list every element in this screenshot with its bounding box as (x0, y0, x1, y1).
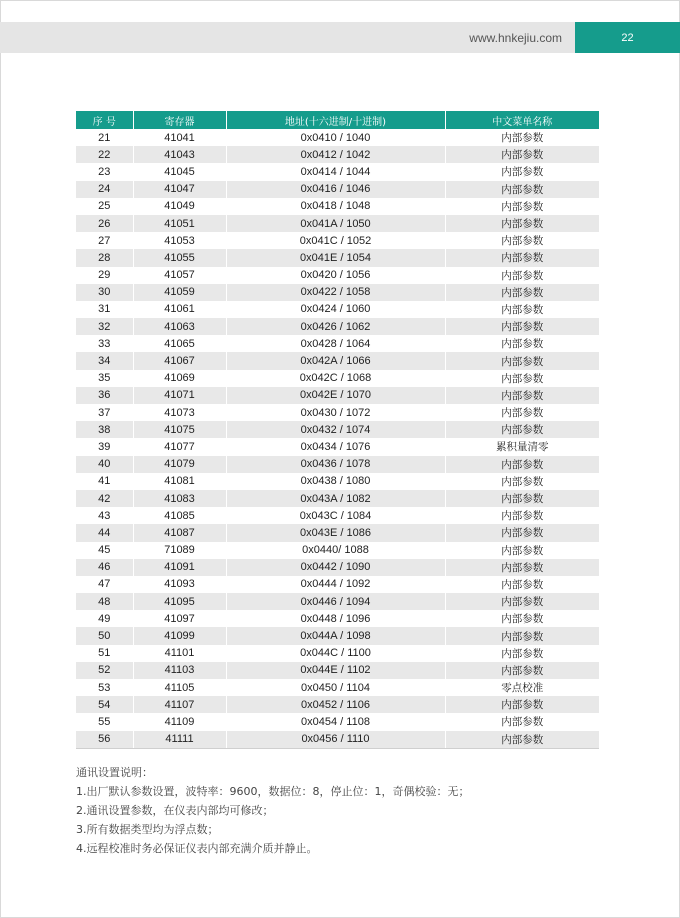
table-row (76, 163, 599, 180)
cell-menu-name: 内部参数 (501, 166, 544, 179)
cell-register: 41105 (133, 679, 226, 696)
cell-menu-name: 内部参数 (501, 475, 544, 488)
cell-menu-name: 内部参数 (445, 387, 599, 404)
cell-menu-name: 内部参数 (501, 372, 544, 385)
cell-menu-name: 内部参数 (445, 627, 599, 644)
table-row (76, 713, 599, 730)
cell-register: 41057 (133, 267, 226, 284)
cell-address: 0x044C / 1100 (226, 645, 445, 662)
communication-notes (76, 763, 636, 858)
cell-index: 55 (76, 713, 133, 730)
cell-register: 41043 (133, 146, 226, 163)
table-row (76, 456, 599, 473)
table-row (76, 559, 599, 576)
cell-index: 33 (76, 335, 133, 352)
table-row (76, 662, 599, 679)
cell-index: 34 (76, 352, 133, 369)
cell-index: 35 (76, 370, 133, 387)
cell-menu-name: 内部参数 (445, 731, 599, 749)
cell-register: 41085 (133, 507, 226, 524)
cell-index: 51 (76, 645, 133, 662)
cell-menu-name: 内部参数 (501, 407, 544, 420)
cell-menu-name: 内部参数 (445, 593, 599, 610)
table-row (76, 731, 599, 749)
cell-register: 41075 (133, 421, 226, 438)
cell-menu-name: 内部参数 (501, 303, 544, 316)
cell-menu-name: 内部参数 (501, 510, 544, 523)
cell-register: 41069 (133, 370, 226, 387)
cell-register: 41061 (133, 301, 226, 318)
cell-menu-name: 内部参数 (445, 559, 599, 576)
cell-index: 49 (76, 610, 133, 627)
cell-menu-name: 内部参数 (501, 647, 544, 660)
cell-menu-name: 零点校准 (501, 682, 544, 695)
register-table (76, 111, 599, 749)
table-row (76, 542, 599, 559)
cell-register: 41077 (133, 438, 226, 455)
cell-register: 41107 (133, 696, 226, 713)
cell-address: 0x041E / 1054 (226, 249, 445, 266)
cell-menu-name: 内部参数 (445, 456, 599, 473)
cell-address: 0x0420 / 1056 (226, 267, 445, 284)
table-row (76, 352, 599, 369)
cell-address: 0x0452 / 1106 (226, 696, 445, 713)
cell-index: 39 (76, 438, 133, 455)
cell-register: 41087 (133, 524, 226, 541)
table-row (76, 181, 599, 198)
cell-address: 0x043A / 1082 (226, 490, 445, 507)
cell-menu-name: 内部参数 (445, 352, 599, 369)
cell-register: 41109 (133, 713, 226, 730)
header-address: 地址(十六进制/十进制) (226, 111, 445, 129)
table-row (76, 301, 599, 318)
table-row (76, 284, 599, 301)
cell-register: 41073 (133, 404, 226, 421)
cell-register: 41081 (133, 473, 226, 490)
table-row (76, 421, 599, 438)
cell-menu-name: 内部参数 (445, 146, 599, 163)
cell-address: 0x0414 / 1044 (226, 163, 445, 180)
cell-register: 71089 (133, 542, 226, 559)
table-row (76, 576, 599, 593)
cell-index: 21 (76, 129, 133, 146)
cell-index: 48 (76, 593, 133, 610)
cell-index: 42 (76, 490, 133, 507)
cell-address: 0x042A / 1066 (226, 352, 445, 369)
table-row (76, 593, 599, 610)
note-item: 3.所有数据类型均为浮点数； (76, 823, 219, 836)
cell-address: 0x0416 / 1046 (226, 181, 445, 198)
cell-register: 41103 (133, 662, 226, 679)
cell-register: 41067 (133, 352, 226, 369)
cell-index: 45 (76, 542, 133, 559)
cell-address: 0x0450 / 1104 (226, 679, 445, 696)
cell-address: 0x044A / 1098 (226, 627, 445, 644)
cell-address: 0x0442 / 1090 (226, 559, 445, 576)
table-row (76, 249, 599, 266)
table-row (76, 507, 599, 524)
cell-menu-name: 内部参数 (445, 215, 599, 232)
cell-register: 41047 (133, 181, 226, 198)
header-menu-name: 中文菜单名称 (445, 111, 599, 129)
table-row (76, 679, 599, 696)
cell-register: 41065 (133, 335, 226, 352)
cell-index: 26 (76, 215, 133, 232)
cell-menu-name: 内部参数 (501, 132, 544, 145)
cell-address: 0x0434 / 1076 (226, 438, 445, 455)
cell-index: 29 (76, 267, 133, 284)
cell-register: 41079 (133, 456, 226, 473)
table-row (76, 524, 599, 541)
table-row (76, 627, 599, 644)
header-register: 寄存器 (133, 111, 226, 129)
cell-index: 46 (76, 559, 133, 576)
cell-index: 31 (76, 301, 133, 318)
cell-address: 0x0446 / 1094 (226, 593, 445, 610)
cell-register: 41093 (133, 576, 226, 593)
cell-address: 0x0432 / 1074 (226, 421, 445, 438)
table-row (76, 335, 599, 352)
cell-menu-name: 内部参数 (501, 235, 544, 248)
table-row (76, 438, 599, 455)
cell-index: 27 (76, 232, 133, 249)
cell-register: 41101 (133, 645, 226, 662)
table-header-row (76, 111, 599, 129)
cell-address: 0x0412 / 1042 (226, 146, 445, 163)
notes-title: 通讯设置说明： (76, 766, 153, 779)
cell-register: 41099 (133, 627, 226, 644)
cell-address: 0x0454 / 1108 (226, 713, 445, 730)
table-row (76, 198, 599, 215)
table-row (76, 318, 599, 335)
cell-index: 38 (76, 421, 133, 438)
cell-register: 41055 (133, 249, 226, 266)
cell-index: 47 (76, 576, 133, 593)
cell-menu-name: 内部参数 (445, 662, 599, 679)
cell-address: 0x0448 / 1096 (226, 610, 445, 627)
cell-index: 30 (76, 284, 133, 301)
cell-address: 0x0428 / 1064 (226, 335, 445, 352)
cell-register: 41041 (133, 129, 226, 146)
cell-address: 0x0444 / 1092 (226, 576, 445, 593)
cell-address: 0x0424 / 1060 (226, 301, 445, 318)
table-row (76, 146, 599, 163)
table-row (76, 473, 599, 490)
cell-menu-name: 内部参数 (445, 421, 599, 438)
cell-menu-name: 内部参数 (501, 200, 544, 213)
cell-menu-name: 内部参数 (501, 578, 544, 591)
cell-address: 0x0456 / 1110 (226, 731, 445, 749)
cell-menu-name: 内部参数 (445, 318, 599, 335)
table-row (76, 215, 599, 232)
table-row (76, 696, 599, 713)
cell-menu-name: 内部参数 (445, 490, 599, 507)
cell-address: 0x043E / 1086 (226, 524, 445, 541)
cell-index: 23 (76, 163, 133, 180)
cell-register: 41095 (133, 593, 226, 610)
cell-index: 22 (76, 146, 133, 163)
cell-address: 0x0440/ 1088 (226, 542, 445, 559)
table-row (76, 232, 599, 249)
cell-address: 0x042C / 1068 (226, 370, 445, 387)
cell-index: 43 (76, 507, 133, 524)
cell-address: 0x0422 / 1058 (226, 284, 445, 301)
cell-index: 54 (76, 696, 133, 713)
cell-address: 0x0410 / 1040 (226, 129, 445, 146)
cell-address: 0x042E / 1070 (226, 387, 445, 404)
table-row (76, 370, 599, 387)
cell-index: 40 (76, 456, 133, 473)
table-row (76, 267, 599, 284)
cell-register: 41091 (133, 559, 226, 576)
cell-address: 0x043C / 1084 (226, 507, 445, 524)
table-row (76, 387, 599, 404)
cell-address: 0x041C / 1052 (226, 232, 445, 249)
cell-register: 41083 (133, 490, 226, 507)
cell-index: 37 (76, 404, 133, 421)
cell-register: 41071 (133, 387, 226, 404)
cell-index: 36 (76, 387, 133, 404)
cell-register: 41111 (133, 731, 226, 749)
cell-register: 41063 (133, 318, 226, 335)
header-index: 序 号 (76, 111, 133, 129)
cell-menu-name: 内部参数 (445, 249, 599, 266)
cell-index: 53 (76, 679, 133, 696)
table-row (76, 490, 599, 507)
cell-address: 0x0418 / 1048 (226, 198, 445, 215)
cell-index: 44 (76, 524, 133, 541)
note-item: 4.远程校准时务必保证仪表内部充满介质并静止。 (76, 842, 318, 855)
cell-index: 32 (76, 318, 133, 335)
cell-menu-name: 累积量清零 (496, 441, 549, 454)
cell-address: 0x0436 / 1078 (226, 456, 445, 473)
cell-index: 28 (76, 249, 133, 266)
cell-index: 56 (76, 731, 133, 749)
cell-address: 0x0426 / 1062 (226, 318, 445, 335)
cell-register: 41059 (133, 284, 226, 301)
table-row (76, 404, 599, 421)
cell-index: 50 (76, 627, 133, 644)
cell-menu-name: 内部参数 (501, 716, 544, 729)
cell-register: 41053 (133, 232, 226, 249)
cell-register: 41045 (133, 163, 226, 180)
cell-register: 41097 (133, 610, 226, 627)
cell-menu-name: 内部参数 (445, 284, 599, 301)
cell-address: 0x044E / 1102 (226, 662, 445, 679)
table-row (76, 645, 599, 662)
note-item: 1.出厂默认参数设置，波特率：9600，数据位：8，停止位：1，奇偶校验：无； (76, 785, 470, 798)
cell-register: 41049 (133, 198, 226, 215)
cell-menu-name: 内部参数 (501, 613, 544, 626)
cell-address: 0x0430 / 1072 (226, 404, 445, 421)
cell-index: 24 (76, 181, 133, 198)
cell-index: 25 (76, 198, 133, 215)
cell-index: 52 (76, 662, 133, 679)
cell-menu-name: 内部参数 (501, 338, 544, 351)
cell-address: 0x0438 / 1080 (226, 473, 445, 490)
cell-register: 41051 (133, 215, 226, 232)
cell-index: 41 (76, 473, 133, 490)
cell-menu-name: 内部参数 (445, 524, 599, 541)
site-url: www.hnkejiu.com (469, 31, 562, 45)
note-item: 2.通讯设置参数，在仪表内部均可修改； (76, 804, 274, 817)
cell-menu-name: 内部参数 (445, 181, 599, 198)
cell-menu-name: 内部参数 (501, 269, 544, 282)
table-row (76, 129, 599, 146)
table-row (76, 610, 599, 627)
cell-menu-name: 内部参数 (501, 544, 544, 557)
cell-menu-name: 内部参数 (445, 696, 599, 713)
cell-address: 0x041A / 1050 (226, 215, 445, 232)
page-number: 22 (575, 22, 680, 53)
